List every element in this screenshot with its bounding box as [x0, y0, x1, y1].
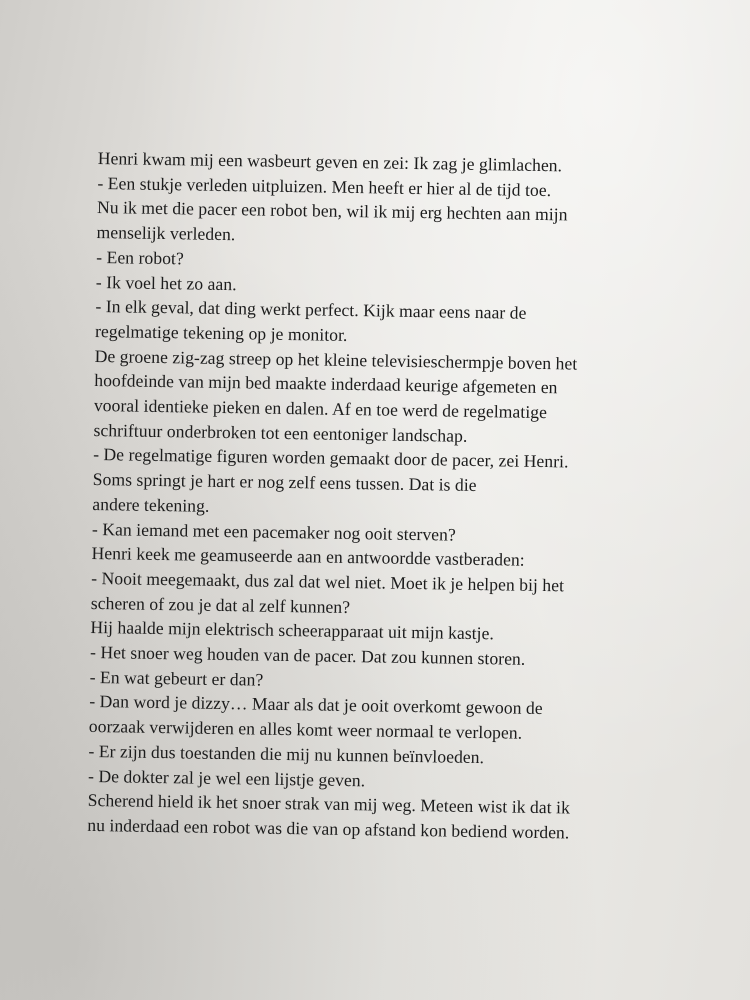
text-line: - Nooit meegemaakt, dus zal dat wel niet. Moet ik je helpen bij het	[91, 567, 565, 596]
text-line: Scherend hield ik het snoer strak van mij weg. Meteen wist ik dat ik	[87, 790, 571, 818]
text-line: - Er zijn dus toestanden die mij nu kunnen beïnvloeden.	[88, 740, 485, 768]
text-line: - De regelmatige figuren worden gemaakt door de pacer, zei Henri.	[92, 444, 569, 472]
text-line: schriftuur onderbroken tot een eentoniger landschap.	[93, 419, 468, 446]
text-line: - Kan iemand met een pacemaker nog ooit sterven?	[91, 518, 457, 545]
text-line: vooral identieke pieken en dalen. Af en toe werd de regelmatige	[93, 395, 548, 423]
text-line: - Een robot?	[96, 246, 184, 269]
text-line: - Dan word je dizzy… Maar als dat je ooit overkomt gewoon de	[89, 691, 543, 719]
text-line: - Het snoer weg houden van de pacer. Dat zou kunnen storen.	[89, 642, 526, 669]
text-line: - En wat gebeurt er dan?	[89, 666, 264, 690]
text-line: Nu ik met die pacer een robot ben, wil ik mij erg hechten aan mijn	[96, 197, 568, 225]
printed-text-block	[87, 146, 678, 847]
text-line: regelmatige tekening op je monitor.	[94, 320, 348, 345]
text-line: Soms springt je hart er nog zelf eens tussen. Dat is die	[92, 469, 477, 496]
text-line: Henri kwam mij een wasbeurt geven en zei: Ik zag je glimlachen.	[97, 147, 563, 176]
text-line: andere tekening.	[92, 493, 210, 516]
text-line: scheren of zou je dat al zelf kunnen?	[90, 592, 351, 617]
text-line: Hij haalde mijn elektrisch scheerapparaat uit mijn kastje.	[90, 617, 495, 644]
text-line: hoofdeinde van mijn bed maakte inderdaad keurige afgemeten en	[94, 370, 558, 398]
text-line: - De dokter zal je wel een lijstje geven.	[87, 765, 366, 790]
text-line: Henri keek me geamuseerde aan en antwoordde vastberaden:	[91, 543, 525, 571]
text-line: - Een stukje verleden uitpluizen. Men heeft er hier al de tijd toe.	[97, 172, 552, 200]
text-line: nu inderdaad een robot was die van op afstand kon bediend worden.	[87, 814, 570, 843]
text-line: menselijk verleden.	[96, 222, 236, 245]
text-line: oorzaak verwijderen en alles komt weer normaal te verlopen.	[88, 716, 523, 743]
text-line: - In elk geval, dat ding werkt perfect. Kijk maar eens naar de	[95, 296, 527, 323]
text-line: - Ik voel het zo aan.	[95, 271, 237, 294]
text-line: De groene zig-zag streep op het kleine televisieschermpje boven het	[94, 345, 578, 374]
